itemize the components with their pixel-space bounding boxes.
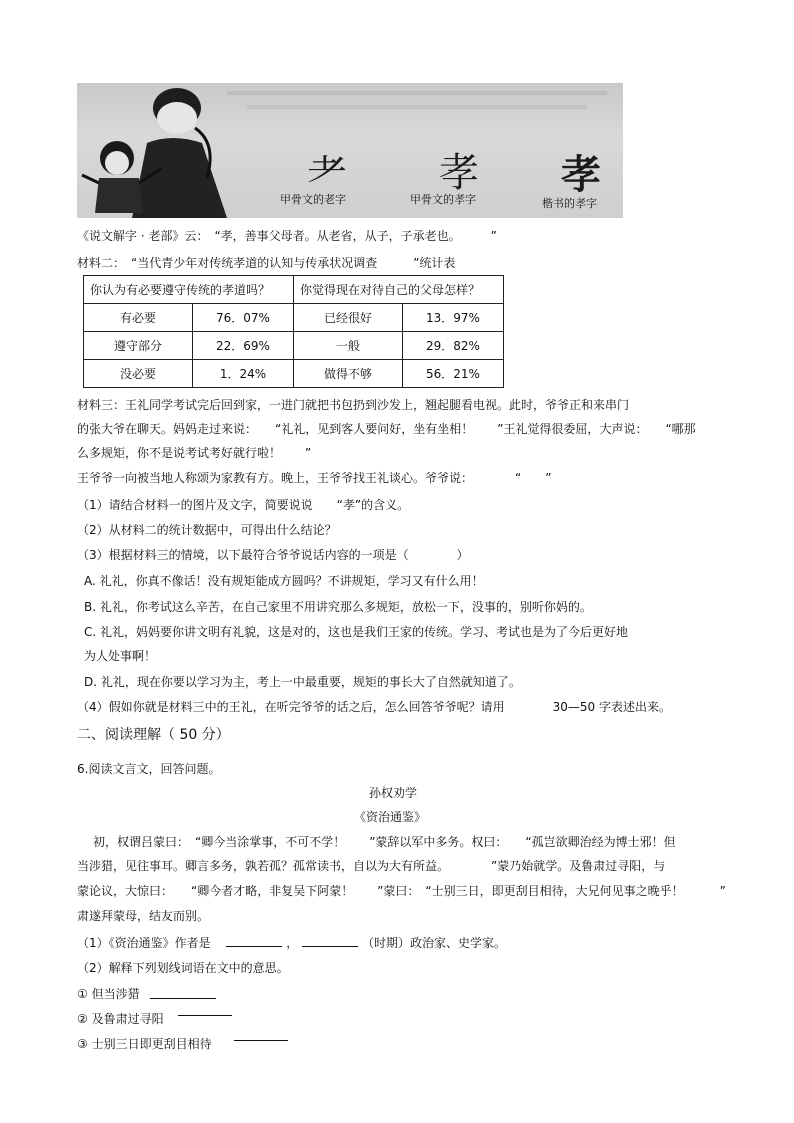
banner-image xyxy=(77,83,623,218)
table-cell: 1．24% xyxy=(193,360,294,388)
table-cell: 遵守部分 xyxy=(84,332,193,360)
caption-oracle-xiao: 甲骨文的孝字 xyxy=(410,193,476,206)
oracle-lao-glyph: 耂 xyxy=(307,150,347,196)
table-cell: 有必要 xyxy=(84,304,193,332)
table-cell: 29．82% xyxy=(403,332,504,360)
passage-line-2: 当涉猎，见往事耳。卿言多务，孰若孤？孤常读书，自以为大有所益。 ”蒙乃始就学。及鲁肃过寻阳，与 xyxy=(77,859,666,873)
question-6-2: （2）解释下列划线词语在文中的意思。 xyxy=(77,961,289,975)
question-4: （4）假如你就是材料三中的王礼，在听完爷爷的话之后，怎么回答爷爷呢？请用 30—50 字表述出来。 xyxy=(77,700,671,714)
question-6-heading: 6.阅读文言文，回答问题。 xyxy=(77,762,221,776)
survey-table xyxy=(83,275,504,388)
caption-oracle-lao: 甲骨文的老字 xyxy=(280,193,346,206)
word-2-answer-line[interactable] xyxy=(178,1015,232,1016)
table-header-cell: 你觉得现在对待自己的父母怎样？ xyxy=(294,276,504,304)
material-two-intro: 材料二： “当代青少年对传统孝道的认知与传承状况调查 ”统计表 xyxy=(77,256,456,270)
table-row xyxy=(84,304,504,332)
option-a: A. 礼礼，你真不像话！没有规矩能成方圆吗？不讲规矩，学习又有什么用！ xyxy=(84,574,484,588)
word-item-2: ② 及鲁肃过寻阳 xyxy=(77,1012,164,1026)
table-cell: 13．97% xyxy=(403,304,504,332)
word-3-answer-line[interactable] xyxy=(234,1040,288,1041)
passage-line-1: 初，权谓吕蒙曰： “卿今当涂掌事，不可不学！ ”蒙辞以军中多务。权曰： “孤岂欲卿治经为博士邪！但 xyxy=(93,835,676,849)
table-row xyxy=(84,332,504,360)
material-three-line-1: 材料三：王礼同学考试完后回到家，一进门就把书包扔到沙发上，翘起腿看电视。此时，爷爷正和来串门 xyxy=(77,398,630,412)
option-b: B. 礼礼，你考试这么辛苦，在自己家里不用讲究那么多规矩，放松一下，没事的，别听你妈的。 xyxy=(84,600,592,614)
question-6-1 xyxy=(77,934,506,951)
question-6-1-prefix: （1）《资治通鉴》作者是 xyxy=(77,936,211,950)
material-three-line-4: 王爷爷一向被当地人称颂为家教有方。晚上，王爷爷找王礼谈心。爷爷说： “ ” xyxy=(77,471,552,485)
option-c-line-2: 为人处事啊！ xyxy=(84,649,157,663)
question-6-1-comma: ， xyxy=(286,936,299,950)
table-header-cell: 你认为有必要遵守传统的孝道吗？ xyxy=(84,276,294,304)
section-two-heading: 二、阅读理解（ 50 分） xyxy=(77,727,230,743)
period-blank[interactable] xyxy=(302,934,358,947)
table-row xyxy=(84,360,504,388)
material-three-line-2: 的张大爷在聊天。妈妈走过来说： “礼礼，见到客人要问好，坐有坐相！ ”王礼觉得很委屈，大声说： “哪那 xyxy=(77,422,696,436)
word-1-answer-line[interactable] xyxy=(150,998,216,999)
table-header-row xyxy=(84,276,504,304)
question-2: （2）从材料二的统计数据中，可得出什么结论？ xyxy=(77,523,337,537)
material-three-line-3: 么多规矩，你不是说考试考好就行啦！ ” xyxy=(77,446,312,460)
table-cell: 没必要 xyxy=(84,360,193,388)
table-cell: 56．21% xyxy=(403,360,504,388)
passage-title: 孙权劝学 xyxy=(369,786,418,800)
question-3: （3）根据材料三的情境，以下最符合爷爷说话内容的一项是（ ） xyxy=(77,548,469,562)
passage-source: 《资治通鉴》 xyxy=(354,810,427,824)
question-1: （1）请结合材料一的图片及文字，简要说说 “孝”的含义。 xyxy=(77,498,410,512)
option-c-line-1: C. 礼礼，妈妈要你讲文明有礼貌，这是对的，这也是我们王家的传统。学习、考试也是为了今后更好地 xyxy=(84,625,629,639)
table-cell: 76．07% xyxy=(193,304,294,332)
passage-line-3: 蒙论议，大惊曰： “卿今者才略，非复吴下阿蒙！ ”蒙曰： “士别三日，即更刮目相待，大兄何见事之晚乎！ ” xyxy=(77,884,726,898)
word-item-3: ③ 士别三日即更刮目相待 xyxy=(77,1037,212,1051)
shuowen-quote: 《说文解字 · 老部》云： “孝，善事父母者。从老省，从子，子承老也。 ” xyxy=(77,229,497,243)
table-cell: 22．69% xyxy=(193,332,294,360)
author-blank[interactable] xyxy=(226,934,282,947)
word-item-1: ① 但当涉猎 xyxy=(77,987,140,1001)
oracle-xiao-glyph: 孝 xyxy=(439,150,479,196)
table-cell: 一般 xyxy=(294,332,403,360)
table-cell: 已经很好 xyxy=(294,304,403,332)
question-6-1-suffix: （时期）政治家、史学家。 xyxy=(361,936,506,950)
caption-kaishu-xiao: 楷书的孝字 xyxy=(542,197,597,210)
kaishu-xiao-glyph: 孝 xyxy=(561,151,601,198)
passage-line-4: 肃遂拜蒙母，结友而别。 xyxy=(77,909,210,923)
table-cell: 做得不够 xyxy=(294,360,403,388)
option-d: D. 礼礼，现在你要以学习为主，考上一中最重要，规矩的事长大了自然就知道了。 xyxy=(84,675,521,689)
